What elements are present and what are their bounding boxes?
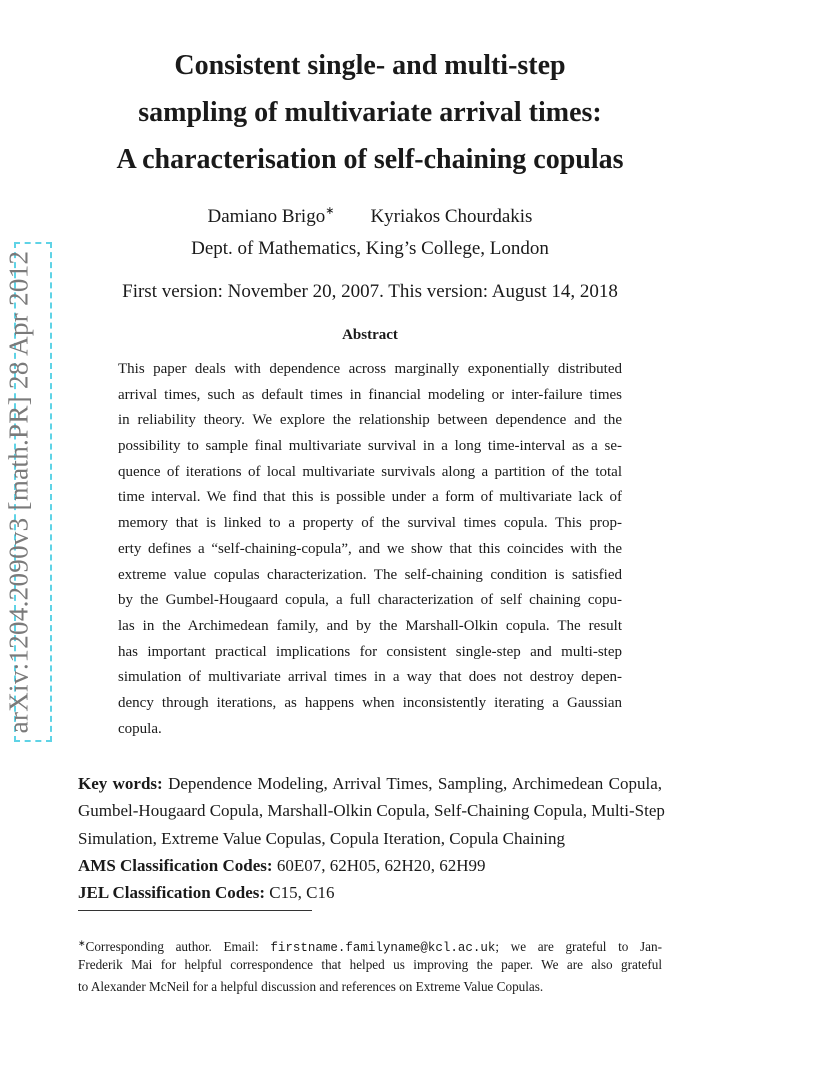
abstract-line: memory that is linked to a property of the survival times copula. This prop- — [118, 515, 622, 532]
footnote-marker: ∗ — [78, 938, 86, 948]
author-name: Kyriakos Chourdakis — [370, 206, 533, 227]
title-line: A characterisation of self-chaining copulas — [116, 144, 624, 175]
affiliation: Dept. of Mathematics, King’s College, London — [191, 238, 549, 259]
abstract-line: This paper deals with dependence across marginally exponentially distributed — [118, 361, 622, 377]
abstract-line: quence of iterations of local multivariate survivals along a partition of the total — [118, 463, 622, 480]
author-name: Damiano Brigo — [207, 206, 326, 227]
abstract-body — [118, 357, 622, 742]
abstract-line: erty defines a “self-chaining-copula”, and we show that this coincides with the — [118, 540, 622, 557]
jel-values: C15, C16 — [269, 883, 335, 903]
version-line: First version: November 20, 2007. This version: August 14, 2018 — [122, 281, 618, 302]
keywords-section — [78, 770, 665, 906]
author-list — [60, 204, 680, 228]
footnote — [78, 932, 662, 998]
jel-label: JEL Classification Codes: — [78, 883, 266, 903]
keywords-line: Gumbel-Hougaard Copula, Marshall-Olkin Copula, Self-Chaining Copula, Multi-Step — [78, 801, 665, 821]
footnote-rule — [78, 910, 312, 911]
arxiv-identifier: arXiv:1204.2090v3 [math.PR] 28 Apr 2012 — [3, 250, 34, 734]
footnote-line: to Alexander McNeil for a helpful discussion and references on Extreme Value Copulas. — [78, 979, 544, 994]
abstract-line: simulation of multivariate arrival times in a way that does not destroy depen- — [118, 669, 622, 686]
abstract-line: in reliability theory. We explore the relationship between dependence and the — [118, 412, 622, 429]
keywords-line — [78, 770, 662, 797]
abstract-line: las in the Archimedean family, and by the Marshall-Olkin copula. The result — [118, 617, 622, 634]
footnote-marker: ∗ — [325, 205, 335, 217]
ams-values: 60E07, 62H05, 62H20, 62H99 — [276, 855, 486, 875]
abstract-line: copula. — [118, 720, 162, 737]
ams-label: AMS Classification Codes: — [78, 855, 273, 875]
keywords-line: Simulation, Extreme Value Copulas, Copula Iteration, Copula Chaining — [78, 828, 565, 848]
jel-codes — [78, 879, 662, 906]
email-address: firstname.familyname@kcl.ac.uk — [270, 941, 496, 955]
abstract-line: possibility to sample final multivariate survival in a long time-interval as a se- — [118, 438, 622, 455]
paper-title — [60, 42, 680, 183]
abstract-line: by the Gumbel-Hougaard copula, a full characterization of self chaining copu- — [118, 592, 622, 609]
keywords-label: Key words: — [78, 774, 163, 793]
abstract-line: time interval. We find that this is possible under a form of multivariate lack of — [118, 489, 622, 506]
title-line: sampling of multivariate arrival times: — [138, 97, 602, 128]
keywords-text: Dependence Modeling, Arrival Times, Sampling, Archimedean Copula, — [168, 774, 662, 793]
footnote-line: Frederik Mai for helpful correspondence that helped us improving the paper. We are also grateful — [78, 957, 662, 972]
abstract-line: dency through iterations, as happens when inconsistently iterating a Gaussian — [118, 694, 622, 711]
footnote-line: ∗Corresponding author. Email: firstname.familyname@kcl.ac.uk; we are grateful to Jan- — [78, 938, 662, 955]
abstract-line: arrival times, such as default times in financial modeling or inter-failure times — [118, 386, 622, 403]
title-line: Consistent single- and multi-step — [174, 50, 566, 81]
abstract-line: has important practical implications for consistent single-step and multi-step — [118, 643, 622, 660]
abstract-heading: Abstract — [342, 327, 398, 343]
ams-codes — [78, 852, 662, 879]
abstract-line: extreme value copulas characterization. The self-chaining condition is satisfied — [118, 566, 622, 583]
